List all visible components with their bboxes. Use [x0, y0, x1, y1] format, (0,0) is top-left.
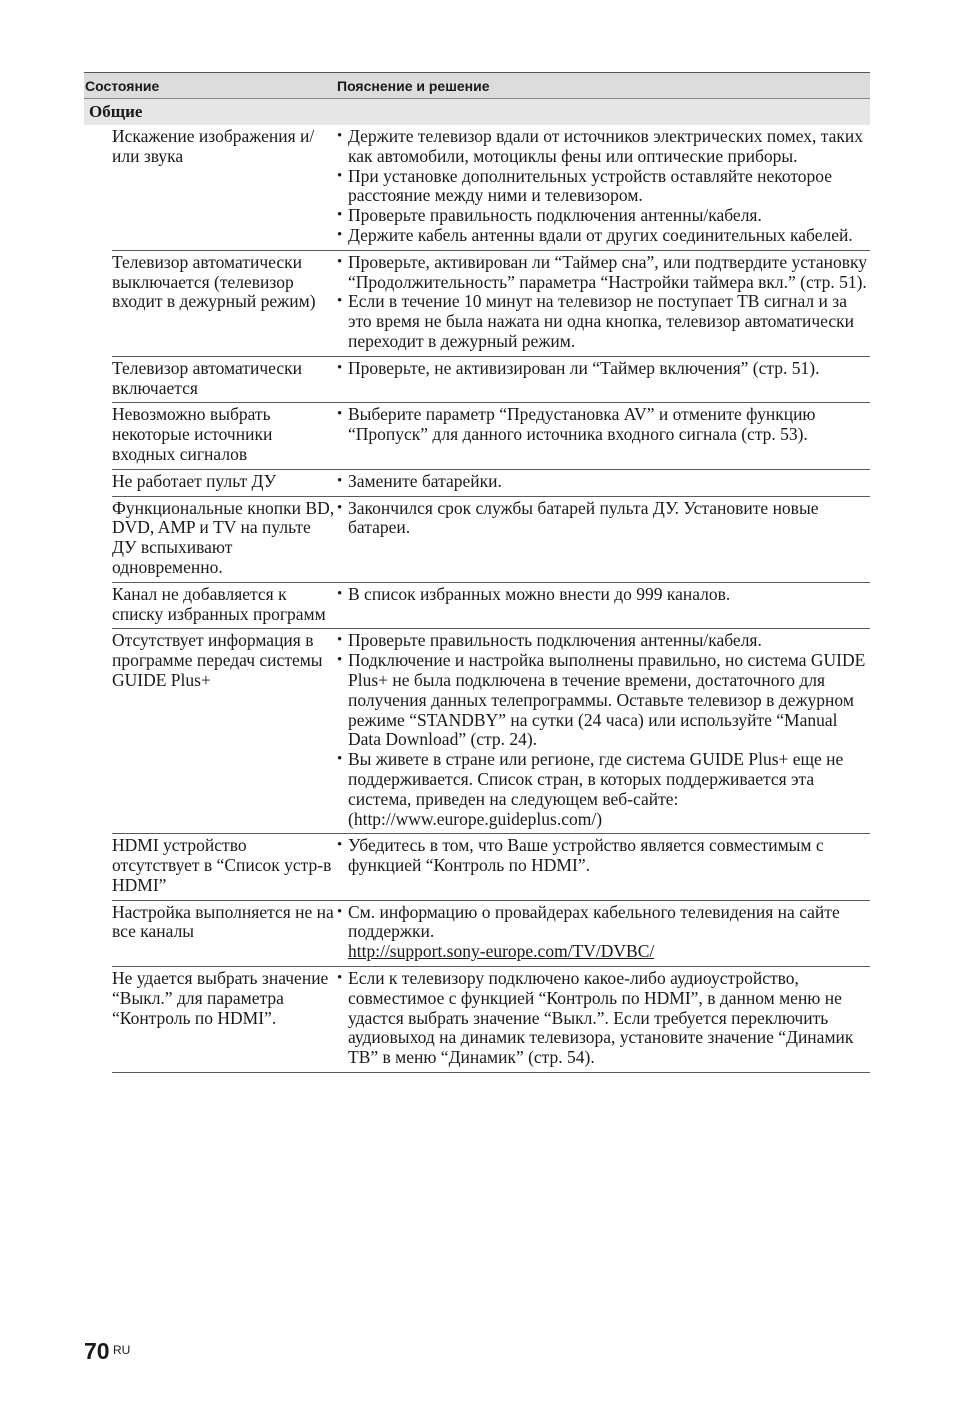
- bullet-icon: •: [337, 652, 343, 669]
- row-explanation: [337, 585, 870, 625]
- bullet-icon: •: [337, 751, 343, 768]
- bullet-icon: •: [337, 406, 343, 423]
- bullet-icon: •: [337, 632, 343, 649]
- row-condition: Телевизор автоматически выключается (телевизор входит в дежурный режим): [112, 251, 316, 312]
- bullet-item: [337, 472, 870, 492]
- bullet-text: Вы живете в стране или регионе, где система GUIDE Plus+ еще не поддерживается. Список стран, в которых поддерживается эта система, приведен на следующем веб-сайте:: [348, 749, 844, 809]
- row-explanation: [337, 836, 870, 895]
- row-condition: Канал не добавляется к списку избранных программ: [112, 583, 326, 624]
- page-language: RU: [113, 1343, 131, 1357]
- bullet-icon: •: [337, 472, 343, 489]
- bullet-item: [337, 253, 870, 293]
- bullet-item: [337, 127, 870, 167]
- bullet-item: [337, 903, 870, 943]
- table-body: [84, 125, 870, 1073]
- row-condition: Невозможно выбрать некоторые источники входных сигналов: [112, 404, 273, 464]
- bullet-item: [337, 750, 870, 809]
- table-row: [112, 901, 870, 967]
- header-condition: Состояние: [85, 78, 160, 94]
- row-explanation: [337, 472, 870, 492]
- row-condition: Не удается выбрать значение “Выкл.” для параметра “Контроль по HDMI”.: [112, 968, 329, 1028]
- bullet-icon: •: [337, 226, 343, 243]
- bullet-icon: •: [337, 253, 343, 270]
- bullet-item: [337, 651, 870, 750]
- row-condition: Телевизор автоматически включается: [112, 357, 302, 398]
- table-row: [112, 583, 870, 630]
- table-row: [112, 125, 870, 251]
- support-link[interactable]: http://support.sony-europe.com/TV/DVBC/: [348, 941, 655, 962]
- row-explanation: [337, 253, 870, 352]
- bullet-icon: •: [337, 167, 343, 184]
- bullet-item: [337, 167, 870, 207]
- bullet-icon: •: [337, 359, 343, 376]
- row-condition: Искажение изображения и/или звука: [112, 126, 315, 166]
- bullet-icon: •: [337, 837, 343, 854]
- row-condition: Не работает пульт ДУ: [112, 470, 277, 491]
- bullet-text: Замените батарейки.: [348, 470, 502, 491]
- row-explanation: [337, 631, 870, 829]
- bullet-item: [337, 585, 870, 605]
- bullet-item: [337, 226, 870, 246]
- table-header: [84, 72, 870, 99]
- bullet-item: [337, 206, 870, 226]
- url-text: (http://www.europe.guideplus.com/): [348, 808, 603, 829]
- table-row: [112, 629, 870, 834]
- table-row: [112, 357, 870, 404]
- bullet-text: Проверьте, не активизирован ли “Таймер включения” (стр. 51).: [348, 357, 820, 378]
- bullet-icon: •: [337, 128, 343, 144]
- bullet-item: [337, 499, 870, 539]
- row-condition: Настройка выполняется не на все каналы: [112, 901, 334, 942]
- row-condition: Функциональные кнопки BD, DVD, AMP и TV на пульте ДУ вспыхивают одновременно.: [112, 497, 335, 577]
- bullet-item: [337, 631, 870, 651]
- table-row: [112, 497, 870, 583]
- bullet-item: [337, 405, 870, 445]
- bullet-text: Держите телевизор вдали от источников электрических помех, таких как автомобили, мотоциклы фены или оптические приборы.: [348, 126, 864, 166]
- bullet-text: Проверьте правильность подключения антенны/кабеля.: [348, 630, 762, 651]
- bullet-text: Проверьте, активирован ли “Таймер сна”, или подтвердите установку “Продолжительность” параметра “Настройки таймера вкл.” (стр. 51).: [348, 251, 868, 292]
- table-row: [112, 967, 870, 1073]
- row-condition: HDMI устройство отсутствует в “Список устр-в HDMI”: [112, 835, 332, 895]
- bullet-icon: •: [337, 293, 343, 310]
- bullet-text: Проверьте правильность подключения антенны/кабеля.: [348, 205, 762, 226]
- bullet-text: Держите кабель антенны вдали от других соединительных кабелей.: [348, 224, 853, 245]
- bullet-text: См. информацию о провайдерах кабельного телевидения на сайте поддержки.: [348, 901, 840, 942]
- table-row: [112, 251, 870, 357]
- header-explanation: Пояснение и решение: [337, 78, 490, 94]
- section-title: Общие: [84, 99, 870, 125]
- row-explanation: [337, 405, 870, 464]
- bullet-icon: •: [337, 970, 343, 987]
- row-explanation: [337, 127, 870, 246]
- bullet-icon: •: [337, 903, 343, 920]
- bullet-item: [337, 292, 870, 351]
- bullet-text: Закончился срок службы батарей пульта ДУ. Установите новые батареи.: [348, 497, 819, 538]
- table-row: [112, 403, 870, 469]
- row-condition: Отсутствует информация в программе передач системы GUIDE Plus+: [112, 630, 323, 690]
- bullet-icon: •: [337, 207, 343, 224]
- bullet-icon: •: [337, 585, 343, 602]
- bullet-text: При установке дополнительных устройств оставляйте некоторое расстояние между ними и телевизором.: [348, 165, 833, 206]
- bullet-icon: •: [337, 499, 343, 516]
- bullet-text: Убедитесь в том, что Ваше устройство является совместимым с функцией “Контроль по HDMI”.: [348, 835, 824, 876]
- bullet-text: Подключение и настройка выполнены правильно, но система GUIDE Plus+ не была подключена в течение времени, достаточного для получения данных телепрограммы. Оставьте телевизор в дежурном режиме “STANDBY” на сутки (24 часа) или используйте “Manual Data Download” (стр. 24).: [348, 650, 866, 750]
- row-explanation: [337, 969, 870, 1068]
- page-number: 70: [84, 1338, 110, 1364]
- bullet-text: Если в течение 10 минут на телевизор не поступает ТВ сигнал и за это время не была нажата ни одна кнопка, телевизор автоматически переходит в дежурный режим.: [348, 291, 854, 351]
- row-explanation: [337, 359, 870, 399]
- bullet-text: Если к телевизору подключено какое-либо аудиоустройство, совместимое с функцией “Контроль по HDMI”, в данном меню не удастся выбрать значение “Выкл.”. Если требуется переключить аудиовыход на динамик телевизора, установите значение “Динамик ТВ” в меню “Динамик” (стр. 54).: [348, 968, 854, 1068]
- bullet-item: [337, 836, 870, 876]
- bullet-text: В список избранных можно внести до 999 каналов.: [348, 583, 731, 604]
- row-explanation: [337, 499, 870, 578]
- troubleshooting-table: [84, 72, 870, 1073]
- bullet-text: Выберите параметр “Предустановка AV” и отмените функцию “Пропуск” для данного источника входного сигнала (стр. 53).: [348, 404, 816, 445]
- table-row: [112, 470, 870, 497]
- row-explanation: [337, 903, 870, 962]
- bullet-item: [337, 969, 870, 1068]
- table-row: [112, 834, 870, 900]
- bullet-item: [337, 359, 870, 379]
